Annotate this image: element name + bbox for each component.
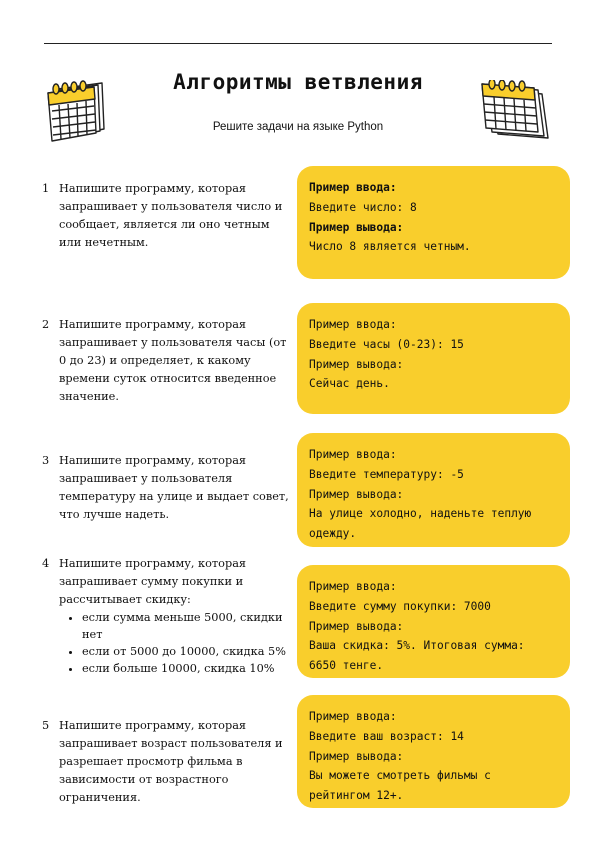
task-text: Напишите программу, которая запрашивает у пользователя часы (от 0 до 23) и определяет, к какому времени суток относится введенное значение. — [59, 318, 287, 403]
task-number: 3 — [42, 454, 50, 467]
output-label: Пример вывода: — [309, 357, 404, 371]
input-example: Введите ваш возраст: 14 — [309, 729, 464, 743]
output-label: Пример вывода: — [309, 749, 404, 763]
task-text: Напишите программу, которая запрашивает у пользователя число и сообщает, является ли оно четным или нечетным. — [59, 182, 283, 249]
example-card — [297, 565, 570, 678]
input-example: Введите часы (0-23): 15 — [309, 337, 464, 351]
input-label: Пример ввода: — [309, 448, 397, 461]
input-label: Пример ввода: — [309, 710, 397, 723]
list-item: • если больше 10000, скидка 10% — [82, 660, 292, 677]
example-card — [297, 433, 570, 547]
input-example: Введите число: 8 — [309, 200, 417, 214]
output-label: Пример вывода: — [309, 487, 404, 501]
list-item: • если сумма меньше 5000, скидки нет — [82, 609, 292, 643]
task-item — [42, 316, 292, 406]
example-card — [297, 166, 570, 279]
list-item: • если от 5000 до 10000, скидка 5% — [82, 643, 292, 660]
task-number: 1 — [42, 182, 50, 195]
example-card — [297, 695, 570, 808]
output-example: Сейчас день. — [309, 377, 390, 391]
task-item — [42, 180, 292, 252]
input-example: Введите сумму покупки: 7000 — [309, 599, 491, 613]
input-example: Введите температуру: -5 — [309, 467, 464, 481]
example-card — [297, 303, 570, 414]
task-number: 4 — [42, 557, 50, 570]
output-example: Вы можете смотреть фильмы с рейтингом 12+. — [309, 769, 491, 803]
page-title: Алгоритмы ветвления — [173, 70, 423, 94]
input-label: Пример ввода: — [309, 181, 397, 194]
task-number: 5 — [42, 719, 50, 732]
task-text: Напишите программу, которая запрашивает возраст пользователя и разрешает просмотр фильма в зависимости от возрастного ограничения. — [59, 719, 283, 804]
task-item — [42, 452, 292, 524]
output-label: Пример вывода: — [309, 619, 404, 633]
output-example: Число 8 является четным. — [309, 240, 471, 254]
output-label: Пример вывода: — [309, 220, 404, 234]
task-text: Напишите программу, которая запрашивает сумму покупки и рассчитывает скидку: — [59, 557, 247, 606]
discount-list — [59, 609, 292, 677]
output-example: На улице холодно, наденьте теплую одежду. — [309, 507, 532, 541]
task-text: Напишите программу, которая запрашивает у пользователя температуру на улице и выдает совет, что лучше надеть. — [59, 454, 289, 521]
top-divider — [44, 43, 552, 44]
output-example: Ваша скидка: 5%. Итоговая сумма: 6650 тенге. — [309, 639, 525, 673]
input-label: Пример ввода: — [309, 318, 397, 331]
task-number: 2 — [42, 318, 50, 331]
task-item — [42, 717, 292, 807]
task-item — [42, 555, 292, 677]
page-subtitle: Решите задачи на языке Python — [212, 121, 384, 133]
input-label: Пример ввода: — [309, 580, 397, 593]
